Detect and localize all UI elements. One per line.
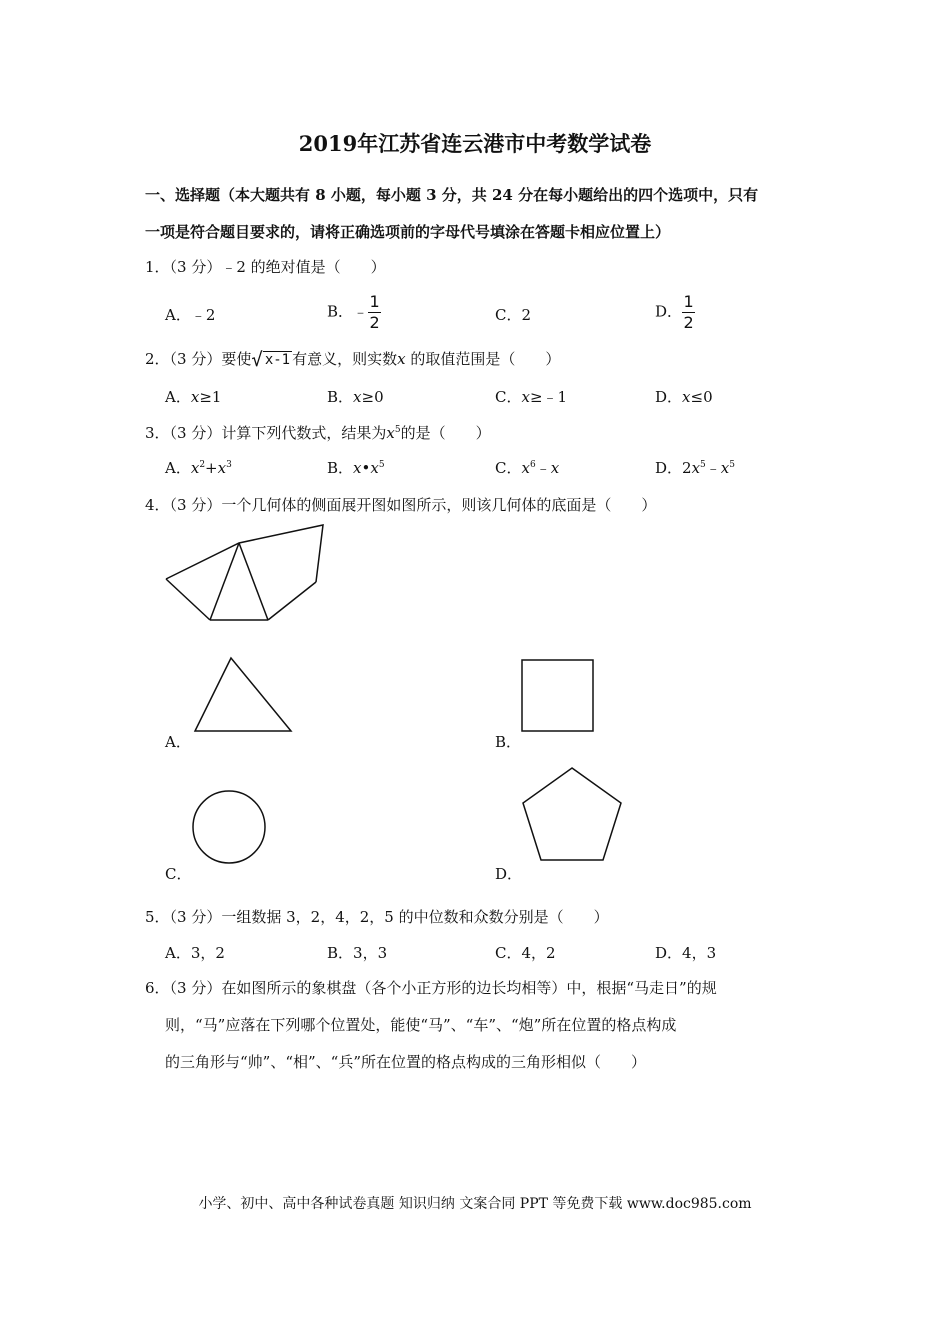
circle-option-shape bbox=[193, 791, 265, 863]
section-heading-line2: 一项是符合题目要求的，请将正确选项前的字母代号填涂在答题卡相应位置上） bbox=[145, 223, 671, 241]
question-1-stem: 1．（3 分）﹣2 的绝对值是（ ） bbox=[145, 258, 386, 276]
question-4-stem: 4．（3 分）一个几何体的侧面展开图如图所示，则该几何体的底面是（ ） bbox=[145, 496, 657, 514]
question-6-line3: 的三角形与“帅”、“相”、“兵”所在位置的格点构成的三角形相似（ ） bbox=[165, 1053, 647, 1071]
square-option-shape bbox=[522, 660, 593, 731]
q2-var: x bbox=[397, 350, 406, 368]
q2-option-c: C．x≥﹣1 bbox=[495, 388, 568, 406]
q2-option-a: A．x≥1 bbox=[165, 388, 222, 406]
q3-option-d: D．$2x^5﹣x^5$ bbox=[655, 459, 735, 477]
q1-b-label: B． bbox=[327, 302, 354, 321]
pentagon-option-shape bbox=[523, 768, 621, 860]
q5-option-b: B．3，3 bbox=[327, 944, 388, 962]
q4-option-d: D． bbox=[495, 865, 523, 883]
q4-option-c: C． bbox=[165, 865, 192, 883]
q1-option-a: A．﹣2 bbox=[165, 306, 216, 324]
q2-stem-mid: 有意义，则实数 bbox=[292, 350, 398, 368]
q2-stem-post: 的取值范围是（ ） bbox=[405, 350, 561, 368]
q2-stem-pre: 2．（3 分）要使 bbox=[145, 350, 252, 368]
q4-option-b: B． bbox=[495, 733, 522, 751]
q5-option-a: A．3，2 bbox=[165, 944, 225, 962]
q4-option-a: A． bbox=[165, 733, 191, 751]
q3-option-a: A．$x^2+x^3$ bbox=[165, 459, 232, 477]
q1-b-numerator: 1 bbox=[369, 292, 380, 311]
q1-b-sign: ﹣ bbox=[353, 302, 369, 321]
triangle-option-shape bbox=[195, 658, 291, 731]
q1-d-numerator: 1 bbox=[683, 292, 694, 311]
q5-option-c: C．4，2 bbox=[495, 944, 556, 962]
question-5-stem: 5．（3 分）一组数据 3，2，4，2，5 的中位数和众数分别是（ ） bbox=[145, 908, 609, 926]
q1-b-denominator: 2 bbox=[369, 313, 380, 332]
q5-option-d: D．4，3 bbox=[655, 944, 717, 962]
q1-d-denominator: 2 bbox=[683, 313, 694, 332]
lateral-net-figure bbox=[166, 525, 323, 620]
q2-option-d: D．x≤0 bbox=[655, 388, 713, 406]
q2-option-b: B．x≥0 bbox=[327, 388, 384, 406]
q1-d-label: D． bbox=[655, 302, 683, 321]
question-3-stem: 3．（3 分）计算下列代数式，结果为$x^5$的是（ ） bbox=[145, 424, 491, 442]
page-title: 2019年江苏省连云港市中考数学试卷 bbox=[298, 131, 652, 156]
question-6-line1: 6．（3 分）在如图所示的象棋盘（各个小正方形的边长均相等）中，根据“马走日”的规 bbox=[145, 979, 717, 997]
footer-text: 小学、初中、高中各种试卷真题 知识归纳 文案合同 PPT 等免费下载 www.doc985.com bbox=[198, 1196, 752, 1212]
section-heading-line1: 一、选择题（本大题共有 8 小题，每小题 3 分，共 24 分在每小题给出的四个选项中，只有 bbox=[145, 186, 759, 204]
q1-option-c: C．2 bbox=[495, 306, 532, 324]
q2-radicand: x-1 bbox=[264, 352, 291, 368]
q3-option-c: C．$x^6﹣x$ bbox=[495, 459, 560, 477]
q2-sqrt-expression: √ x-1 bbox=[251, 349, 291, 371]
q3-option-b: B．$x•x^5$ bbox=[327, 459, 385, 477]
question-6-line2: 则，“马”应落在下列哪个位置处，能使“马”、“车”、“炮”所在位置的格点构成 bbox=[165, 1016, 677, 1034]
